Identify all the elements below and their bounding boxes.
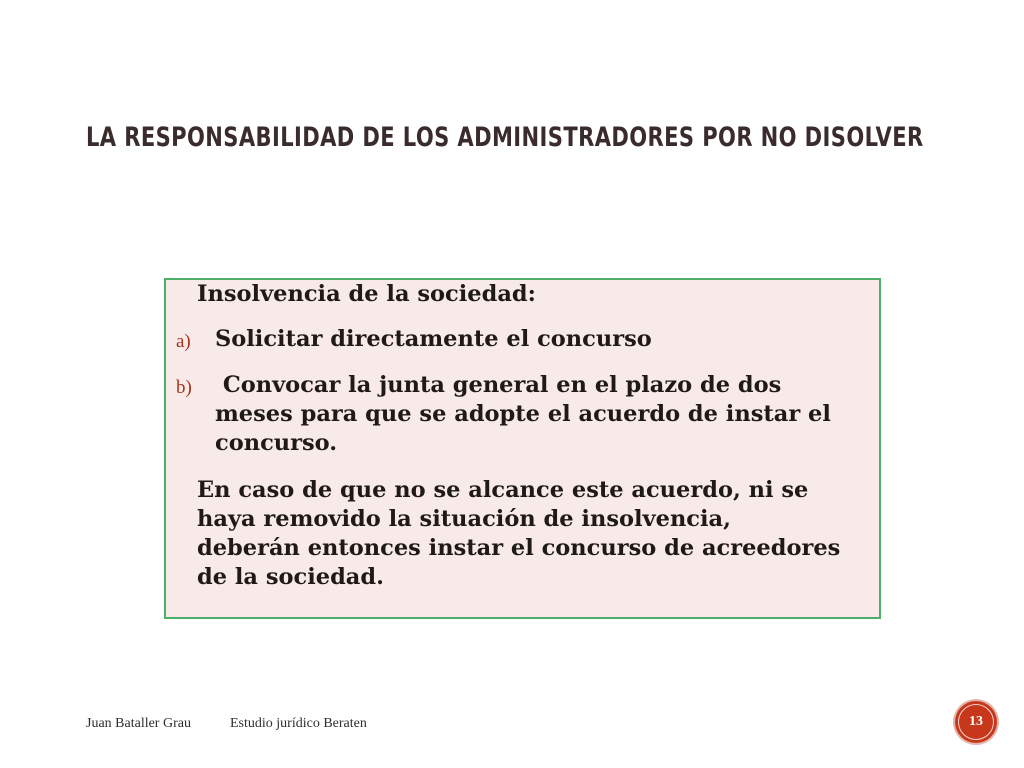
closing-line-2: haya removido la situación de insolvencia, <box>197 506 731 532</box>
footer-author: Juan Bataller Grau <box>86 716 191 731</box>
closing-line-1: En caso de que no se alcance este acuerdo, ni se <box>197 477 809 503</box>
list-item-b-line-2: meses para que se adopte el acuerdo de instar el <box>215 401 831 427</box>
list-marker-b: b) <box>176 377 192 398</box>
footer-firm: Estudio jurídico Beraten <box>230 716 367 731</box>
closing-line-4: de la sociedad. <box>197 564 384 590</box>
content-heading: Insolvencia de la sociedad: <box>197 281 536 307</box>
closing-line-3: deberán entonces instar el concurso de acreedores <box>197 535 841 561</box>
list-item-b-line-1: Convocar la junta general en el plazo de dos <box>215 372 782 398</box>
slide-title: LA RESPONSABILIDAD DE LOS ADMINISTRADORES POR NO DISOLVER <box>86 122 924 153</box>
list-item-a: Solicitar directamente el concurso <box>215 326 652 352</box>
list-item-b-line-3: concurso. <box>215 430 338 456</box>
page-number-badge <box>955 701 997 743</box>
page-number: 13 <box>958 704 994 740</box>
list-marker-a: a) <box>176 331 191 352</box>
